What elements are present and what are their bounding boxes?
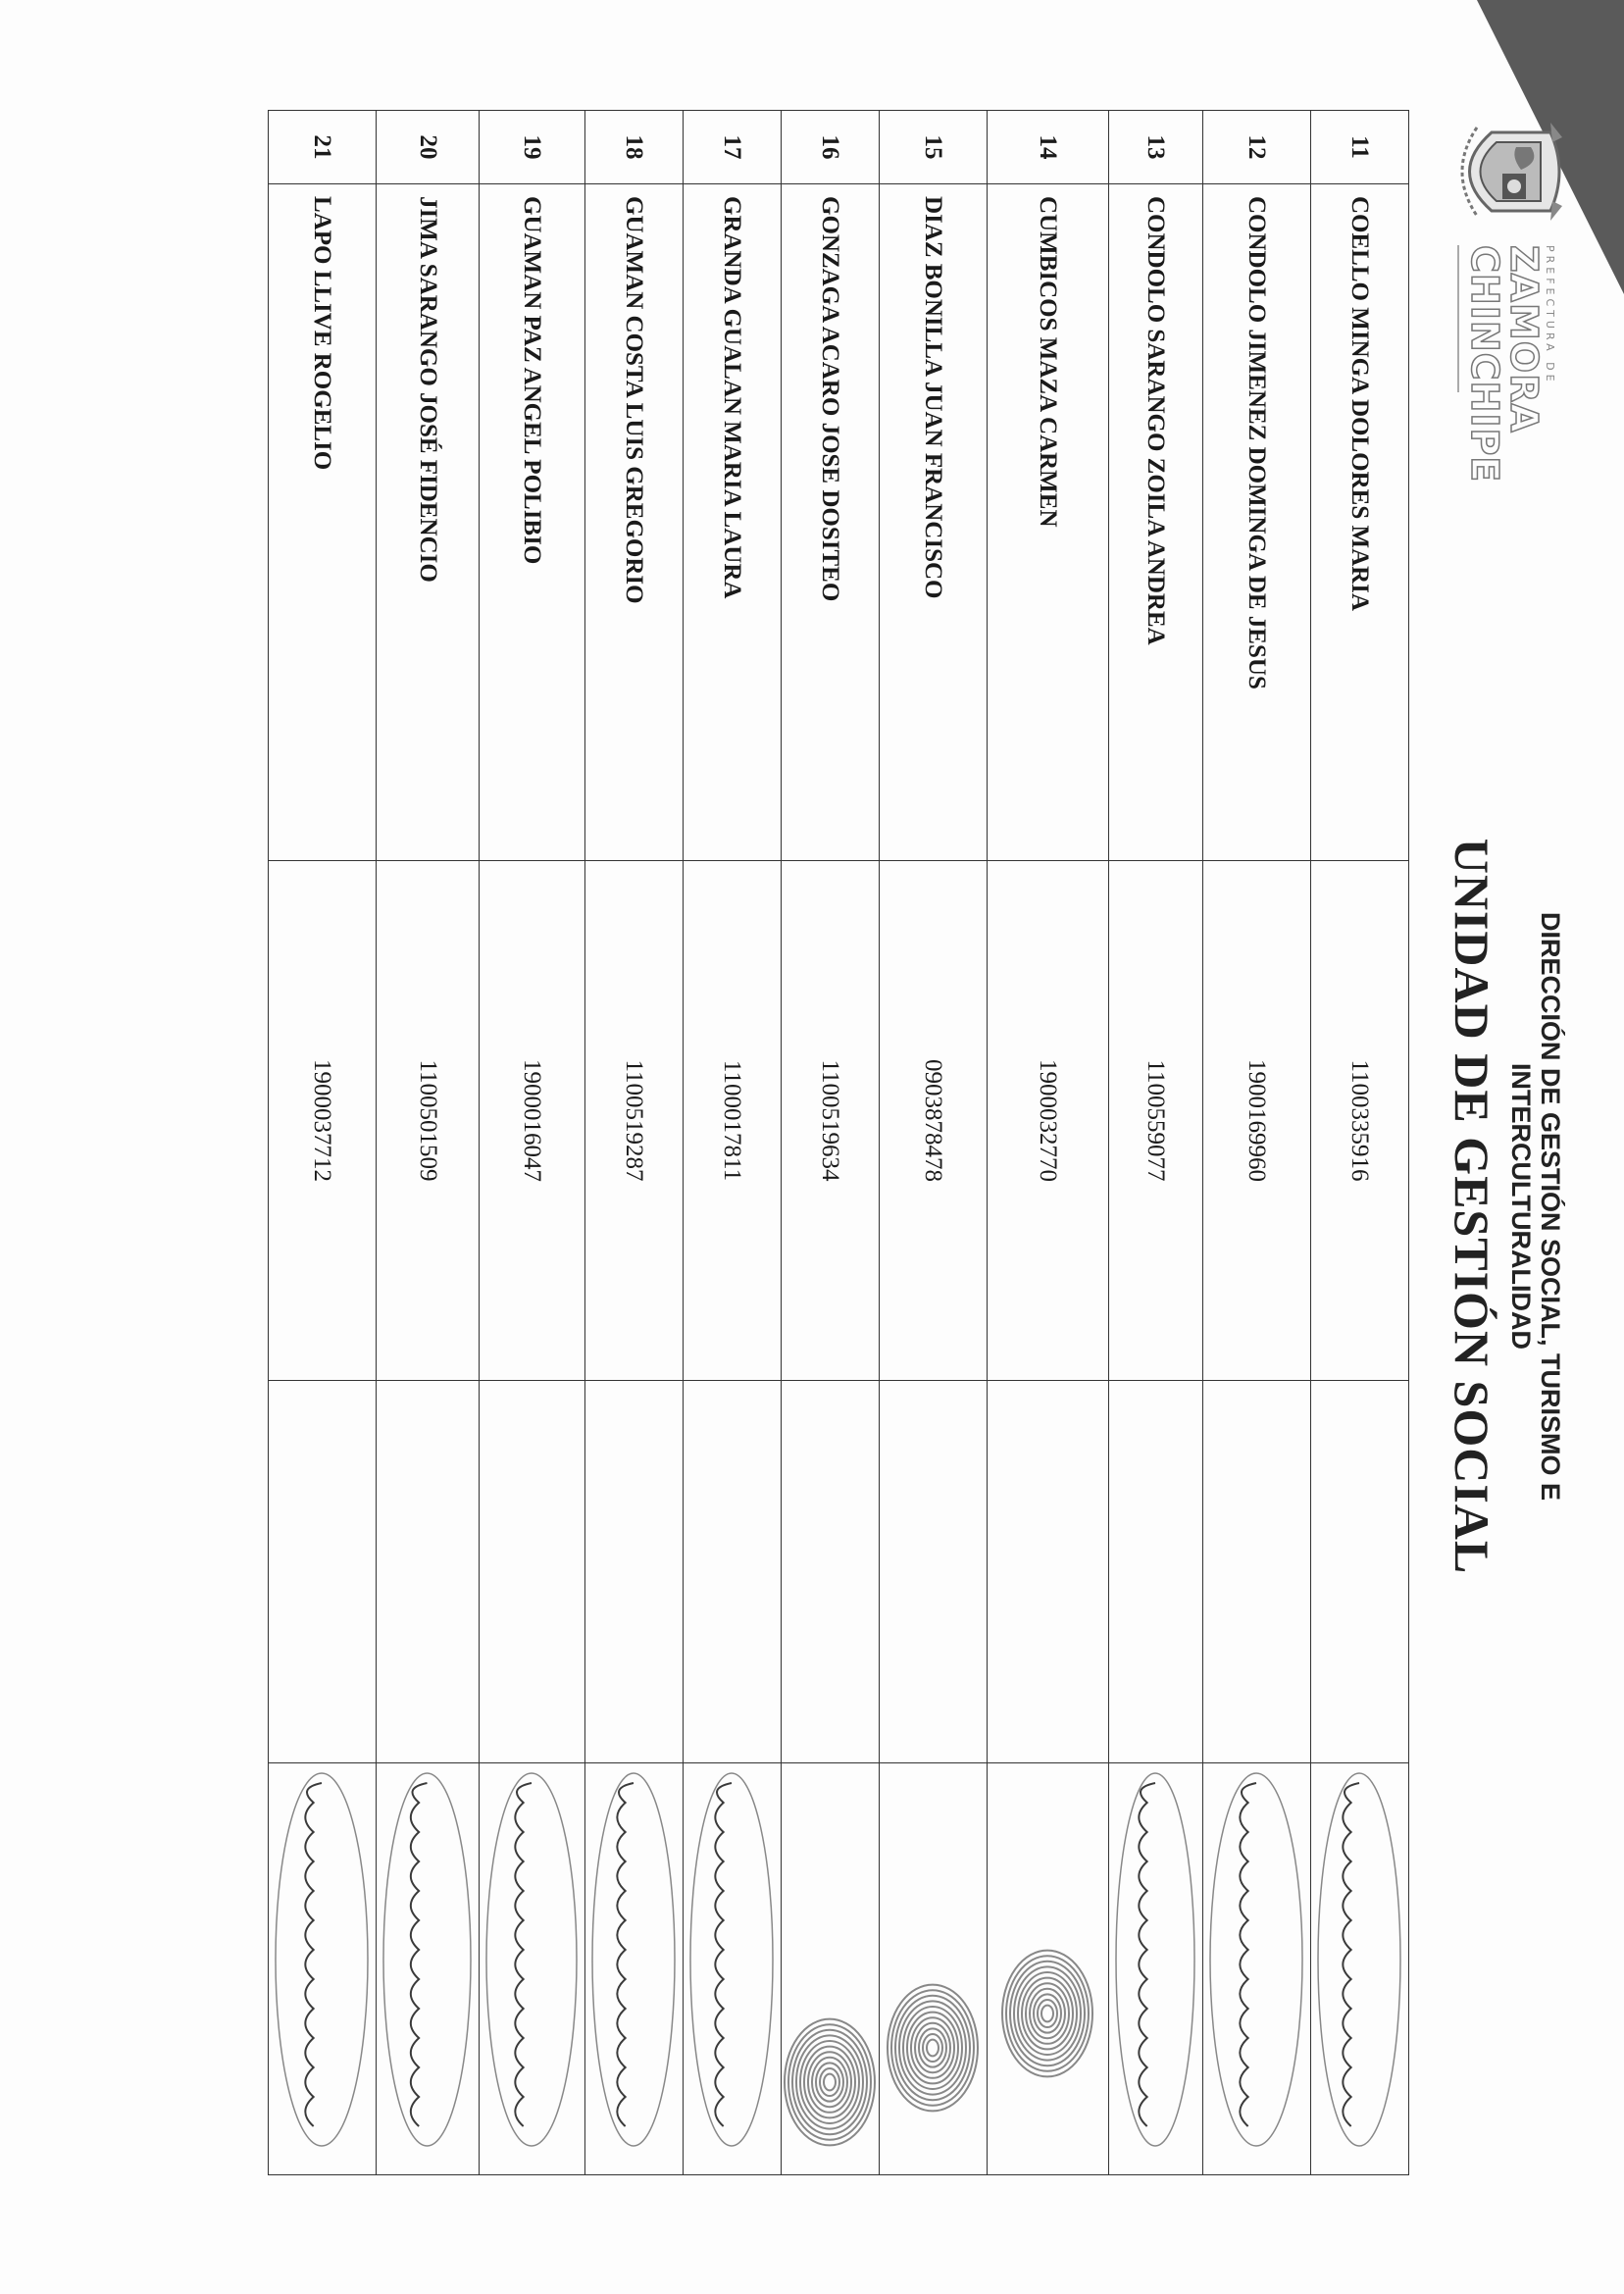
- id-number: 1100559077: [1109, 861, 1203, 1381]
- person-name: CUMBICOS MAZA CARMEN: [988, 184, 1109, 861]
- id-number: 1100335916: [1311, 861, 1409, 1381]
- logo-prefix: PREFECTURA DE: [1544, 245, 1556, 385]
- row-number: 17: [684, 111, 782, 184]
- table-row: [480, 111, 585, 2175]
- table-row: [377, 111, 480, 2175]
- table-row: [585, 111, 684, 2175]
- id-number: 1100519634: [782, 861, 880, 1381]
- signature-cell: [988, 1763, 1109, 2175]
- signature-mark: [479, 1763, 584, 2175]
- signature-mark: [987, 1763, 1108, 2175]
- id-number: 1900169960: [1203, 861, 1311, 1381]
- department-title-cont: INTERCULTURALIDAD: [1506, 1063, 1536, 1350]
- signature-cell: [377, 1763, 480, 2175]
- department-title: DIRECCIÓN DE GESTIÓN SOCIAL, TURISMO E: [1536, 911, 1565, 1502]
- id-number: 1900032770: [988, 861, 1109, 1381]
- table-row: [988, 111, 1109, 2175]
- row-number: 15: [880, 111, 988, 184]
- signature-cell: [782, 1763, 880, 2175]
- row-number: 14: [988, 111, 1109, 184]
- unit-title: UNIDAD DE GESTIÓN SOCIAL: [1445, 838, 1499, 1575]
- signature-mark: [376, 1763, 479, 2175]
- row-number: 16: [782, 111, 880, 184]
- empty-cell: [684, 1381, 782, 1763]
- person-name: GUAMAN COSTA LUIS GREGORIO: [585, 184, 684, 861]
- signature-cell: [1203, 1763, 1311, 2175]
- id-number: 0903878478: [880, 861, 988, 1381]
- empty-cell: [988, 1381, 1109, 1763]
- signature-cell: [1311, 1763, 1409, 2175]
- person-name: GONZAGA ACARO JOSE DOSITEO: [782, 184, 880, 861]
- prefecture-logo: [1433, 113, 1570, 484]
- table-row: [782, 111, 880, 2175]
- signature-mark: [1310, 1763, 1408, 2175]
- document-header: [1444, 804, 1565, 1608]
- row-number: 20: [377, 111, 480, 184]
- table-row: [684, 111, 782, 2175]
- table-row: [1311, 111, 1409, 2175]
- row-number: 19: [480, 111, 585, 184]
- signature-mark: [584, 1763, 683, 2175]
- table-row: [1203, 111, 1311, 2175]
- table-row: [1109, 111, 1203, 2175]
- empty-cell: [782, 1381, 880, 1763]
- row-number: 21: [269, 111, 377, 184]
- signature-mark: [781, 1763, 879, 2175]
- row-number: 11: [1311, 111, 1409, 184]
- person-name: COELLO MINGA DOLORES MARIA: [1311, 184, 1409, 861]
- empty-cell: [377, 1381, 480, 1763]
- empty-cell: [1109, 1381, 1203, 1763]
- id-number: 1900037712: [269, 861, 377, 1381]
- logo-line1: ZAMORA: [1502, 245, 1546, 433]
- signature-cell: [1109, 1763, 1203, 2175]
- signature-cell: [480, 1763, 585, 2175]
- signature-mark: [879, 1763, 987, 2175]
- row-number: 18: [585, 111, 684, 184]
- person-name: GUAMAN PAZ ANGEL POLIBIO: [480, 184, 585, 861]
- table-row: [269, 111, 377, 2175]
- signature-mark: [268, 1763, 376, 2175]
- person-name: CONDOLO JIMENEZ DOMINGA DE JESUS: [1203, 184, 1311, 861]
- signature-cell: [684, 1763, 782, 2175]
- coat-of-arms-icon: [1443, 113, 1570, 230]
- id-number: 1100519287: [585, 861, 684, 1381]
- signature-cell: [585, 1763, 684, 2175]
- person-name: GRANDA GUALAN MARIA LAURA: [684, 184, 782, 861]
- person-name: CONDOLO SARANGO ZOILA ANDREA: [1109, 184, 1203, 861]
- table-row: [880, 111, 988, 2175]
- empty-cell: [269, 1381, 377, 1763]
- id-number: 1100017811: [684, 861, 782, 1381]
- empty-cell: [585, 1381, 684, 1763]
- logo-underline: [1457, 245, 1459, 392]
- id-number: 1900016047: [480, 861, 585, 1381]
- row-number: 13: [1109, 111, 1203, 184]
- empty-cell: [1311, 1381, 1409, 1763]
- signature-mark: [1202, 1763, 1310, 2175]
- person-name: JIMA SARANGO JOSÉ FIDENCIO: [377, 184, 480, 861]
- empty-cell: [480, 1381, 585, 1763]
- empty-cell: [880, 1381, 988, 1763]
- beneficiary-table: [268, 110, 1409, 2175]
- empty-cell: [1203, 1381, 1311, 1763]
- person-name: DIAZ BONILLA JUAN FRANCISCO: [880, 184, 988, 861]
- table-body: [269, 111, 1409, 2175]
- row-number: 12: [1203, 111, 1311, 184]
- signature-mark: [683, 1763, 781, 2175]
- signature-mark: [1108, 1763, 1202, 2175]
- person-name: LAPO LLIVE ROGELIO: [269, 184, 377, 861]
- signature-cell: [269, 1763, 377, 2175]
- signature-cell: [880, 1763, 988, 2175]
- id-number: 1100501509: [377, 861, 480, 1381]
- logo-line2: CHINCHIPE: [1463, 245, 1506, 484]
